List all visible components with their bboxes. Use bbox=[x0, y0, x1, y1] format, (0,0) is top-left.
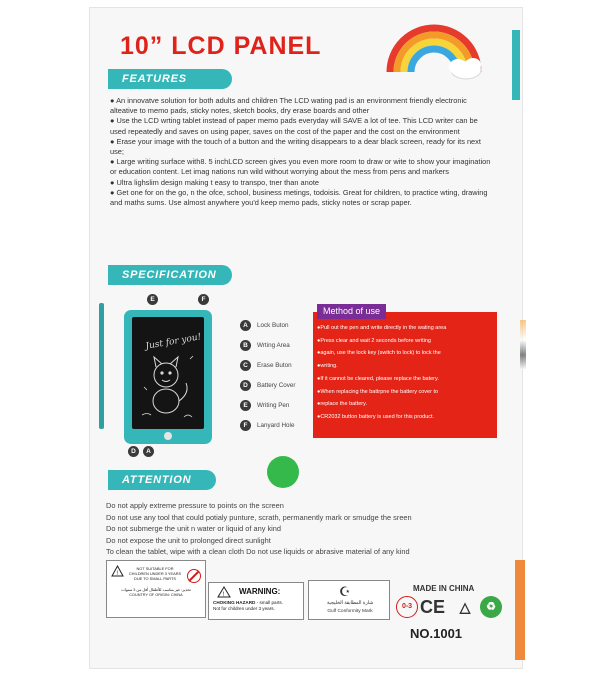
callout-bottom-right: A bbox=[143, 446, 154, 457]
method-steps bbox=[317, 322, 495, 424]
stylus-pen bbox=[99, 303, 104, 429]
gulf-conformity-label bbox=[308, 580, 390, 620]
cat-drawing-icon bbox=[132, 317, 204, 429]
callout-bottom-left: D bbox=[128, 446, 139, 457]
warning-triangle-icon bbox=[217, 586, 231, 598]
origin-text: COUNTRY OF ORIGIN: CHINA bbox=[129, 593, 183, 597]
screen-text: Just for you! bbox=[144, 332, 203, 352]
part-key: A bbox=[240, 320, 251, 331]
part-item bbox=[240, 320, 320, 334]
feature-paragraph: ● Ultra lighslim design making t easy to transpo, tner than anote bbox=[110, 177, 320, 187]
gcc-english: Gulf Conformity Mark bbox=[327, 609, 373, 614]
attention-text bbox=[106, 500, 498, 558]
method-step: ● CR2032 button battery is used for this product. bbox=[317, 411, 495, 424]
lcd-tablet-illustration bbox=[124, 310, 212, 444]
method-step: ● Pull out the pen and write directly in the wating area bbox=[317, 322, 495, 335]
green-dot bbox=[267, 456, 299, 488]
part-label: Lanyard Hole bbox=[257, 422, 295, 429]
feature-paragraph: ● An innovatve solution for both adults and children The LCD wating pad is an environment friendly electronic alteative to memo pads, sticky notes, sketch books, dry erase boards and other bbox=[110, 96, 467, 116]
features-heading: FEATURES bbox=[108, 69, 232, 89]
attention-heading: ATTENTION bbox=[108, 470, 216, 490]
method-of-use-box bbox=[313, 306, 497, 438]
method-step: ● replace the battery. bbox=[317, 398, 495, 411]
features-text bbox=[110, 96, 494, 208]
method-step: ● writing. bbox=[317, 360, 495, 373]
attention-line: Do not expose the unit to prolonged direct sunlight bbox=[106, 535, 271, 545]
part-item bbox=[240, 420, 320, 434]
eco-mark-icon: ♻ bbox=[480, 596, 502, 618]
attention-line: To clean the tablet, wipe with a clean cloth Do not use liquids or abrasive material of any kind bbox=[106, 547, 410, 557]
callout-top-right: F bbox=[198, 294, 209, 305]
gcc-triangle-icon: △ bbox=[459, 599, 471, 615]
feature-paragraph: ● Get one for on the go, n the ofce, school, business metings, todoisis. Great for children, to practice wting, drawing and maths sums. Use almost anywhere you'd keep memo pads, sticky notes or scrap paper. bbox=[110, 187, 488, 208]
arabic-warning-text bbox=[113, 588, 199, 598]
tablet-screen bbox=[132, 317, 204, 429]
part-item bbox=[240, 360, 320, 374]
no-under-3-icon bbox=[187, 569, 201, 583]
warning-text bbox=[213, 600, 303, 613]
feature-paragraph: ● Use the LCD wrting tablet instead of paper memo pads everyday will SAVE a lot of tee. This LCD writer can be used repeatedly and saves on using paper, saves on the cost of the paper and the cost on the environment bbox=[110, 116, 478, 136]
svg-text:!: ! bbox=[116, 571, 119, 577]
rainbow-cloud-icon bbox=[382, 18, 486, 80]
part-label: Lock Buton bbox=[257, 322, 289, 329]
part-key: B bbox=[240, 340, 251, 351]
attention-line: Do not use any tool that could potialy punture, scrath, permanently mark or smudge the sreen bbox=[106, 512, 412, 522]
part-key: E bbox=[240, 400, 251, 411]
method-title: Method of use bbox=[317, 304, 386, 319]
box-edge-orange bbox=[515, 560, 525, 660]
no-small-children-icon: 0-3 bbox=[396, 596, 418, 618]
warning-detail-2: Not for children under 3 years. bbox=[213, 606, 275, 612]
part-label: Erase Buton bbox=[257, 362, 292, 369]
box-edge-print bbox=[520, 320, 526, 370]
feature-paragraph: ● Large writing surface with8. 5 inchLCD screen gives you even more room to draw or wite to show your imagination or education content. Let imag nations run wild without worrying about the mess from pens and markers bbox=[110, 157, 491, 177]
gcc-arabic: شارة المطابقة الخليجية bbox=[326, 601, 374, 606]
product-title: 10” LCD PANEL bbox=[120, 32, 322, 60]
callout-top-left: E bbox=[147, 294, 158, 305]
erase-button-graphic bbox=[164, 432, 172, 440]
warning-title: WARNING: bbox=[239, 587, 281, 596]
ce-mark-icon: CE bbox=[420, 597, 446, 617]
svg-text:!: ! bbox=[222, 592, 225, 598]
part-item bbox=[240, 380, 320, 394]
specification-heading: SPECIFICATION bbox=[108, 265, 232, 285]
choking-warning-label bbox=[208, 582, 304, 620]
certification-marks bbox=[396, 596, 506, 618]
attention-line: Do not submerge the unit n water or liquid of any kind bbox=[106, 524, 282, 534]
part-key: C bbox=[240, 360, 251, 371]
warning-detail: - small parts. bbox=[256, 600, 283, 605]
model-number: NO.1001 bbox=[410, 626, 463, 641]
made-in-text: MADE IN CHINA bbox=[413, 584, 475, 593]
method-step: ● again, use the lock key (switch to lock) to lock the bbox=[317, 347, 495, 360]
method-step: ● When replacing the battrpne the battery cover to bbox=[317, 386, 495, 399]
warning-hazard: CHOKING HAZARD bbox=[213, 600, 256, 605]
part-label: Battery Cover bbox=[257, 382, 296, 389]
method-step: ● If it cannot be cleared, please replace the batery. bbox=[317, 373, 495, 386]
age-warning-text: NOT SUITABLE FOR CHILDREN UNDER 3 YEARS DUE TO SMALL PARTS bbox=[128, 566, 182, 581]
part-item bbox=[240, 340, 320, 354]
gcc-logo-icon: ☪ bbox=[339, 584, 351, 599]
part-item bbox=[240, 400, 320, 414]
attention-line: Do not apply extreme pressure to points on the screen bbox=[106, 501, 284, 510]
part-key: D bbox=[240, 380, 251, 391]
method-step: ● Press clear and wait 2 seconds before writing bbox=[317, 335, 495, 348]
part-key: F bbox=[240, 420, 251, 431]
feature-paragraph: ● Erase your image with the touch of a button and the writing disappears to a dear black screen, ready for its next use; bbox=[110, 136, 481, 157]
part-label: Writing Pen bbox=[257, 402, 290, 409]
warning-triangle-icon bbox=[111, 565, 124, 577]
arabic-warning-line: تحذير: غير مناسب للأطفال أقل من 3 سنوات bbox=[121, 588, 191, 592]
part-label: Wrting Area bbox=[257, 342, 290, 349]
box-edge-teal bbox=[512, 30, 520, 100]
age-warning-label bbox=[106, 560, 206, 618]
